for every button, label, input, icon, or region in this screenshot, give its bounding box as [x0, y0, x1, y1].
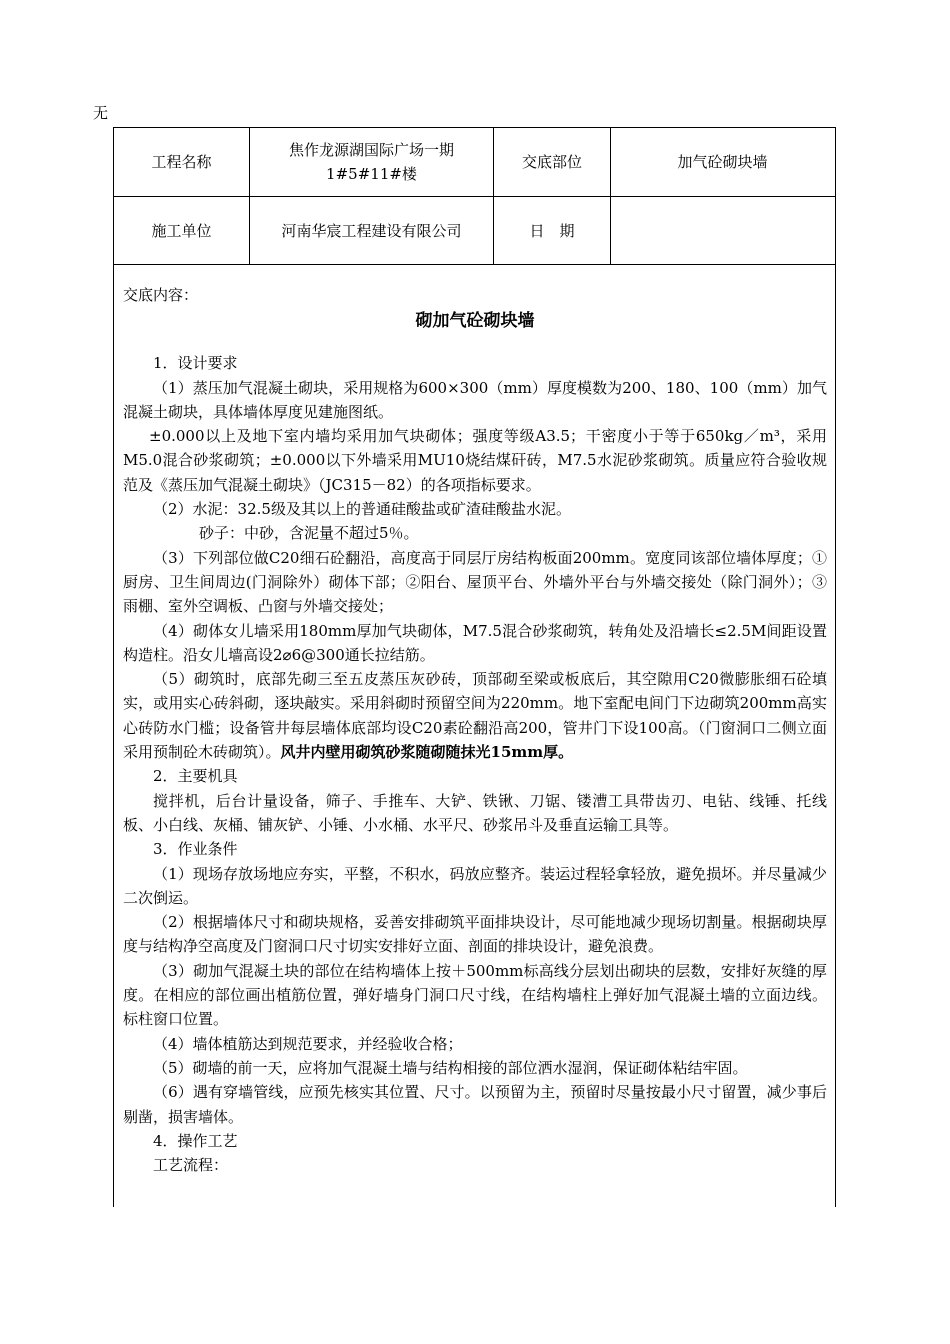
- header-row-1: [114, 128, 835, 197]
- content-intro: 交底内容：: [123, 286, 199, 304]
- s3-paragraph-2: （2）根据墙体尺寸和砌块规格，妥善安排砌筑平面排块设计，尽可能地减少现场切割量。根据砌块厚度与结构净空高度及门窗洞口尺寸切实安排好立面、剖面的排块设计，避免浪费。: [123, 913, 827, 956]
- s1-paragraph-7-bold: 风井内壁用砌筑砂浆随砌随抹光15mm厚。: [280, 743, 574, 762]
- s1-paragraph-2: ±0.000以上及地下室内墙均采用加气块砌体；强度等级A3.5；干密度小于等于650kg／m³，采用M5.0混合砂浆砌筑；±0.000以下外墙采用MU10烧结煤矸砖，M7.5水泥砂浆砌筑。质量应符合验收规范及《蒸压加气混凝土砌块》（JC315－82）的各项指标要求。: [123, 427, 827, 494]
- s1-paragraph-6: （4）砌体女儿墙采用180mm厚加气块砌体，M7.5混合砂浆砌筑，转角处及沿墙长≤2.5M间距设置构造柱。沿女儿墙高设2⌀6@300通长拉结筋。: [123, 621, 827, 664]
- location-label: 交底部位: [494, 128, 611, 196]
- s3-paragraph-1: （1）现场存放场地应夯实，平整，不积水，码放应整齐。装运过程轻拿轻放，避免损坏。并尽量减少二次倒运。: [123, 864, 827, 907]
- contractor-value: 河南华宸工程建设有限公司: [250, 197, 494, 264]
- project-label: 工程名称: [114, 128, 250, 196]
- corner-mark: 无: [93, 104, 109, 122]
- s3-paragraph-4: （4）墙体植筋达到规范要求，并经验收合格；: [153, 1034, 463, 1053]
- s2-paragraph-1: 搅拌机，后台计量设备，筛子、手推车、大铲、铁锹、刀锯、镂漕工具带齿刃、电钻、线锤、托线板、小白线、灰桶、铺灰铲、小锤、小水桶、水平尺、砂浆吊斗及垂直运输工具等。: [123, 791, 827, 834]
- s3-paragraph-5: （5）砌墙的前一天，应将加气混凝土墙与结构相接的部位洒水湿润，保证砌体粘结牢固。: [153, 1058, 748, 1077]
- s4-paragraph-1: 工艺流程：: [153, 1156, 229, 1175]
- disclosure-content: [114, 265, 835, 1177]
- s1-paragraph-1: （1）蒸压加气混凝土砌块，采用规格为600×300（mm）厚度模数为200、180、100（mm）加气混凝土砌块，具体墙体厚度见建施图纸。: [123, 378, 827, 421]
- s1-paragraph-4: 砂子：中砂，含泥量不超过5％。: [199, 524, 419, 543]
- s1-paragraph-3: （2）水泥：32.5级及其以上的普通硅酸盐或矿渣硅酸盐水泥。: [153, 500, 571, 519]
- content-title: 砌加气砼砌块墙: [415, 311, 535, 332]
- s1-paragraph-7: [123, 667, 827, 764]
- project-name-line1: 焦作龙源湖国际广场一期: [288, 141, 454, 159]
- s3-paragraph-3: （3）砌加气混凝土块的部位在结构墙体上按＋500mm标高线分层划出砌块的层数，安排好灰缝的厚度。在相应的部位画出植筋位置，弹好墙身门洞口尺寸线，在结构墙柱上弹好加气混凝土墙的立面边线。标柱窗口位置。: [123, 961, 827, 1029]
- section-1-heading: 1．设计要求: [153, 354, 238, 373]
- s1-paragraph-7-text: （5）砌筑时，底部先砌三至五皮蒸压灰砂砖，顶部砌至梁或板底后，其空隙用C20微膨胀细石砼填实，或用实心砖斜砌，逐块敲实。采用斜砌时预留空间为220mm。地下室配电间门下边砌筑200mm高实心砖防水门槛；设备管井每层墙体底部均设C20素砼翻沿高200，管井门下设100高。（门窗洞口二侧立面采用预制砼木砖砌筑）。: [123, 670, 827, 762]
- section-2-heading: 2．主要机具: [153, 767, 238, 786]
- disclosure-form: [113, 127, 836, 1207]
- section-3-heading: 3．作业条件: [153, 840, 238, 859]
- s1-paragraph-5: （3）下列部位做C20细石砼翻沿，高度高于同层厅房结构板面200mm。宽度同该部位墙体厚度；① 厨房、卫生间周边(门洞除外）砌体下部；②阳台、屋顶平台、外墙外平台与外墙交接处（除门洞外）；③ 雨棚、室外空调板、凸窗与外墙交接处；: [123, 548, 827, 616]
- date-value: [611, 197, 834, 264]
- date-label: 日 期: [494, 197, 611, 264]
- project-name: [250, 128, 494, 196]
- project-name-line2: 1#5#11#楼: [326, 165, 417, 183]
- header-row-2: [114, 197, 835, 265]
- section-4-heading: 4．操作工艺: [153, 1131, 238, 1150]
- contractor-label: 施工单位: [114, 197, 250, 264]
- location-value: 加气砼砌块墙: [677, 153, 768, 171]
- s3-paragraph-6: （6）遇有穿墙管线，应预先核实其位置、尺寸。以预留为主，预留时尽量按最小尺寸留置，减少事后剔凿，损害墙体。: [123, 1083, 827, 1126]
